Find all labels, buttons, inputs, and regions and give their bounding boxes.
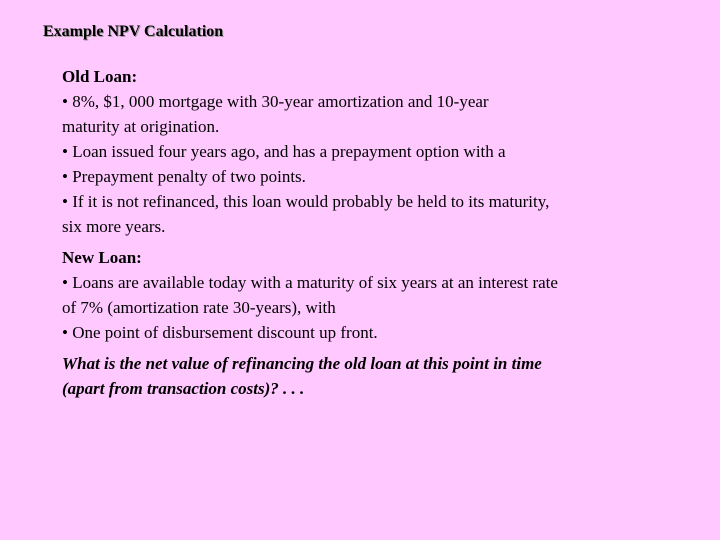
question-line: What is the net value of refinancing the old loan at this point in time (62, 354, 542, 373)
new-loan-line: of 7% (amortization rate 30-years), with (62, 298, 336, 317)
old-loan-line: • Prepayment penalty of two points. (62, 167, 306, 186)
question-line: (apart from transaction costs)? . . . (62, 379, 305, 398)
new-loan-line: • Loans are available today with a maturity of six years at an interest rate (62, 273, 558, 292)
old-loan-line: • Loan issued four years ago, and has a prepayment option with a (62, 142, 506, 161)
slide-title: Example NPV Calculation (43, 23, 224, 40)
new-loan-line: • One point of disbursement discount up front. (62, 323, 378, 342)
old-loan-line: maturity at origination. (62, 117, 220, 136)
old-loan-heading: Old Loan: (62, 67, 138, 86)
slide-content (62, 64, 662, 401)
old-loan-section (62, 64, 662, 239)
new-loan-section (62, 245, 662, 345)
new-loan-heading: New Loan: (62, 248, 142, 267)
old-loan-line: • 8%, $1, 000 mortgage with 30-year amortization and 10-year (62, 92, 489, 111)
question-section (62, 351, 662, 401)
old-loan-line: six more years. (62, 217, 166, 236)
old-loan-line: • If it is not refinanced, this loan would probably be held to its maturity, (62, 192, 550, 211)
